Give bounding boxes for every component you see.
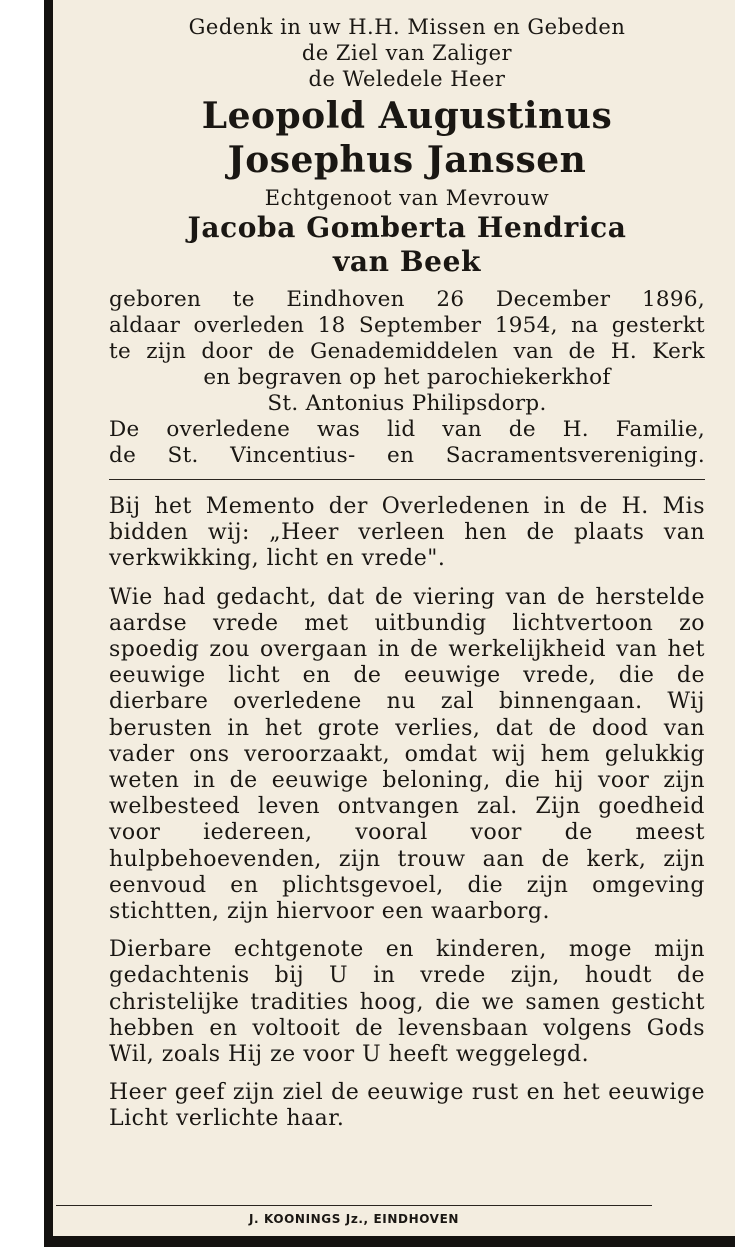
printer-credit: J. KOONINGS Jz., EINDHOVEN — [248, 1212, 460, 1226]
spouse-block — [109, 186, 705, 279]
bio-line-sacraments: te zijn door de Genademiddelen van de H. Kerk — [109, 339, 705, 364]
prayer-paragraph: Heer geef zijn ziel de eeuwige rust en het eeuwige Licht verlichte haar. — [109, 1080, 705, 1132]
bio-line-membership: De overledene was lid van de H. Familie, — [109, 417, 705, 442]
bio-line-burial: en begraven op het parochiekerkhof — [203, 365, 611, 390]
spouse-name-line-2: van Beek — [332, 245, 481, 278]
farewell-paragraph: Dierbare echtgenote en kinderen, moge mijn gedachtenis bij U in vrede zijn, houdt de christelijke tradities hoog, die we samen gesticht hebben en voltooit de levensbaan volgens Gods Wil, zoals Hij ze voor U heeft weggelegd. — [109, 937, 705, 1068]
divider — [109, 479, 705, 480]
memento-paragraph: Bij het Memento der Overledenen in de H. Mis bidden wij: „Heer verleen hen de plaats van verkwikking, licht en vrede". — [109, 494, 705, 572]
printer-divider — [56, 1205, 652, 1206]
card-header — [109, 14, 705, 92]
bio-line-parish: St. Antonius Philipsdorp. — [267, 391, 547, 416]
header-line-3: de Weledele Heer — [308, 67, 506, 91]
card-content — [109, 14, 705, 1145]
header-line-1: Gedenk in uw H.H. Missen en Gebeden — [188, 15, 626, 39]
deceased-name — [109, 94, 705, 182]
memorial-card — [44, 0, 735, 1247]
biography — [109, 287, 705, 469]
header-line-2: de Ziel van Zaliger — [301, 41, 513, 65]
spouse-name-line-1: Jacoba Gomberta Hendrica — [187, 211, 627, 244]
bio-line-societies: de St. Vincentius- en Sacramentsvereniging. — [109, 443, 705, 468]
tribute-paragraph: Wie had gedacht, dat de viering van de herstelde aardse vrede met uitbundig lichtvertoon zo spoedig zou overgaan in de werkelijkheid van het eeuwige licht en de eeuwige vrede, die de dierbare overledene nu zal binnengaan. Wij berusten in het grote verlies, dat de dood van vader ons veroorzaakt, omdat wij hem gelukkig weten in de eeuwige beloning, die hij voor zijn welbesteed leven ontvangen zal. Zijn goedheid voor iedereen, vooral voor de meest hulpbehoevenden, zijn trouw aan de kerk, zijn eenvoud en plichtsgevoel, die zijn omgeving stichtten, zijn hiervoor een waarborg. — [109, 584, 705, 925]
bio-line-death: aldaar overleden 18 September 1954, na gesterkt — [109, 313, 705, 338]
bio-line-birth: geboren te Eindhoven 26 December 1896, — [109, 287, 705, 312]
spouse-intro: Echtgenoot van Mevrouw — [264, 186, 550, 210]
deceased-name-line-1: Leopold Augustinus — [201, 95, 613, 137]
deceased-name-line-2: Josephus Janssen — [227, 139, 587, 181]
